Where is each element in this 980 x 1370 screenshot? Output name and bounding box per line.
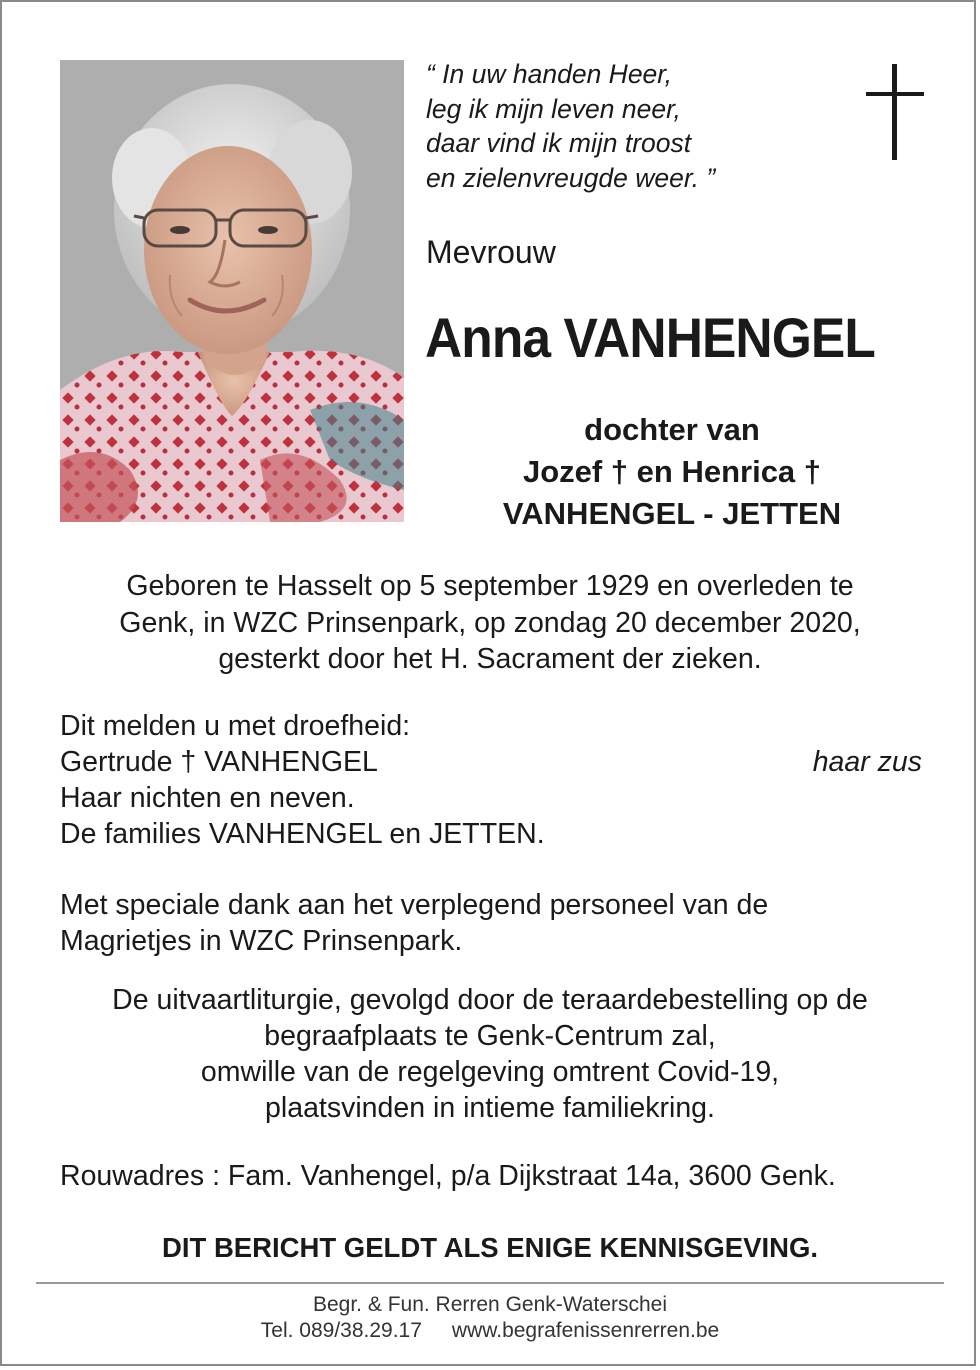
family-other-line xyxy=(60,780,922,816)
liturgy-text xyxy=(2,982,978,1126)
undertaker-footer xyxy=(2,1292,978,1344)
birth-death-text xyxy=(2,568,978,678)
family-other-line xyxy=(60,816,922,852)
parents-line: dochter van xyxy=(584,412,760,447)
liturgy-line: plaatsvinden in intieme familiekring. xyxy=(265,1092,715,1124)
family-other-text: De families VANHENGEL en JETTEN. xyxy=(60,818,545,850)
quote-line: leg ik mijn leven neer, xyxy=(426,93,681,124)
birth-death-line: gesterkt door het H. Sacrament der zieken. xyxy=(218,643,762,675)
deceased-title: Mevrouw xyxy=(426,234,556,270)
undertaker-name: Begr. & Fun. Rerren Genk-Waterschei xyxy=(312,1293,668,1316)
quote-line: “ In uw handen Heer, xyxy=(426,59,673,89)
portrait-illustration xyxy=(60,60,404,522)
liturgy-line: begraafplaats te Genk-Centrum zal, xyxy=(264,1020,716,1052)
portrait-photo xyxy=(60,60,404,522)
family-intro xyxy=(60,708,922,744)
birth-death-line: Geboren te Hasselt op 5 september 1929 en overleden te xyxy=(126,570,854,602)
family-announcement xyxy=(60,708,922,852)
family-other-text: Haar nichten en neven. xyxy=(60,782,355,814)
thanks-line: Met speciale dank aan het verplegend personeel van de xyxy=(60,889,769,921)
quote-verse xyxy=(426,57,846,195)
footer-divider xyxy=(36,1282,944,1284)
undertaker-phone: Tel. 089/38.29.17 xyxy=(260,1319,422,1342)
parents-line: Jozef † en Henrica † xyxy=(522,454,822,489)
thanks-line: Magrietjes in WZC Prinsenpark. xyxy=(60,925,463,957)
family-member-relation: haar zus xyxy=(812,746,922,778)
mourning-address: Rouwadres : Fam. Vanhengel, p/a Dijkstraat 14a, 3600 Genk. xyxy=(60,1160,836,1192)
undertaker-contact xyxy=(2,1318,978,1344)
birth-death-line: Genk, in WZC Prinsenpark, op zondag 20 december 2020, xyxy=(119,606,861,639)
liturgy-line: De uitvaartliturgie, gevolgd door de teraardebestelling op de xyxy=(112,984,868,1016)
cross-icon xyxy=(866,64,924,160)
thanks-text xyxy=(60,887,922,959)
liturgy-line: omwille van de regelgeving omtrent Covid-19, xyxy=(200,1056,780,1088)
undertaker-website[interactable]: www.begrafenissenrerren.be xyxy=(451,1319,720,1342)
quote-line: daar vind ik mijn troost xyxy=(426,128,692,158)
deceased-name: Anna VANHENGEL xyxy=(425,306,875,369)
parents-block xyxy=(432,409,912,535)
family-member-name: Gertrude † VANHENGEL xyxy=(60,746,378,778)
parents-line: VANHENGEL - JETTEN xyxy=(502,496,842,531)
family-intro-text: Dit melden u met droefheid: xyxy=(60,710,411,742)
family-member-row xyxy=(60,744,922,780)
sole-notice: DIT BERICHT GELDT ALS ENIGE KENNISGEVING. xyxy=(162,1232,818,1263)
quote-line: en zielenvreugde weer. ” xyxy=(426,162,716,193)
